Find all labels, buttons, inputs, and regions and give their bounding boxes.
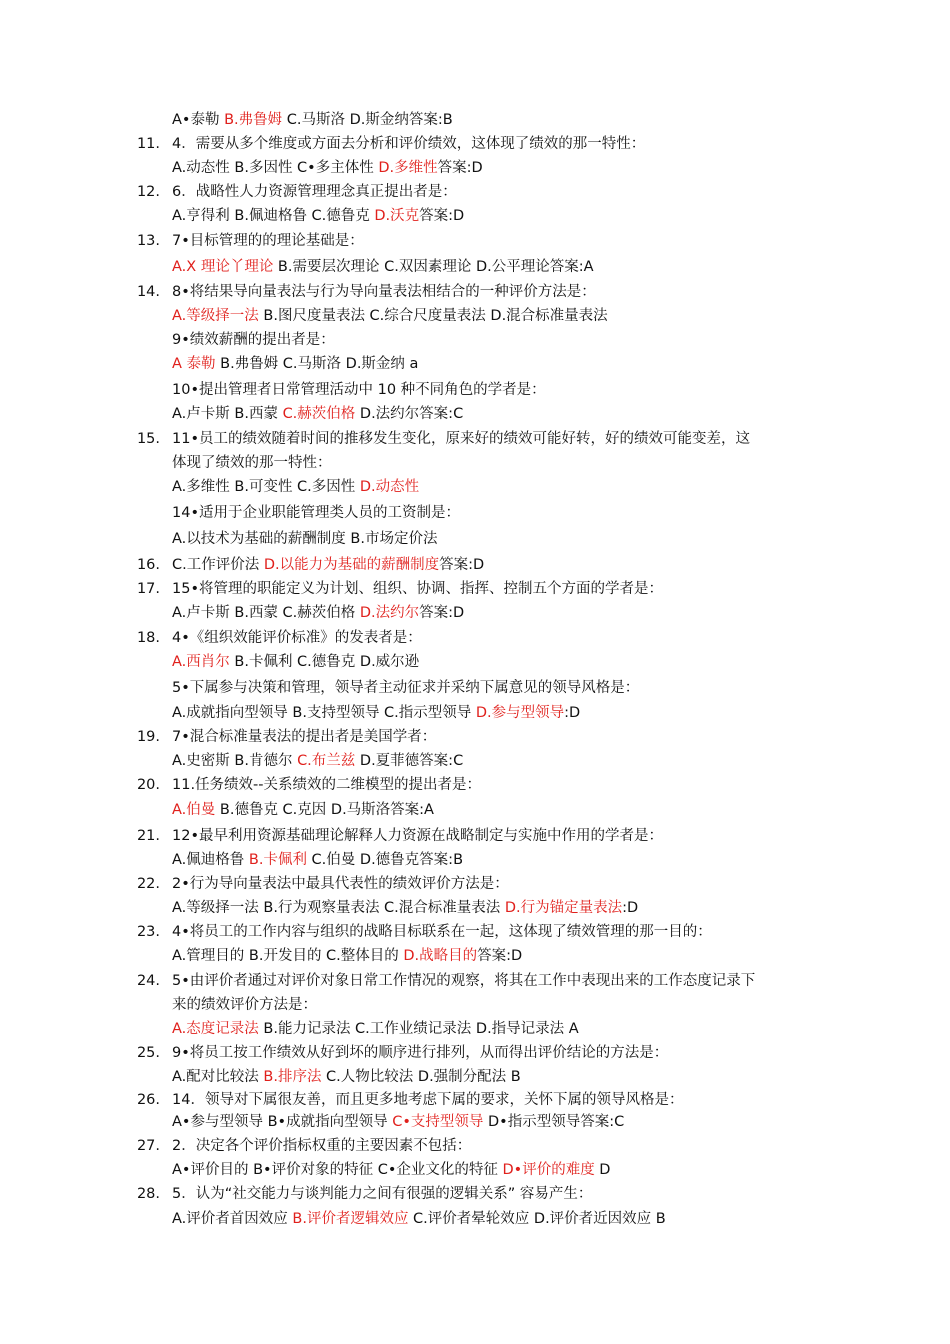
text-segment: C.伯曼 D.德鲁克答案:B bbox=[306, 852, 464, 868]
text-line bbox=[172, 995, 317, 1015]
text-segment: 12•最早利用资源基础理论解释人力资源在战略制定与实施中作用的学者是： bbox=[172, 828, 664, 844]
text-segment: A.动态性 B.多因性 C•多主体性 bbox=[172, 160, 379, 176]
text-line bbox=[172, 727, 436, 747]
text-line bbox=[172, 1136, 471, 1156]
text-line bbox=[172, 652, 419, 672]
text-segment: 6．战略性人力资源管理理念真正提出者是： bbox=[172, 184, 457, 200]
text-line bbox=[172, 134, 645, 154]
text-segment: 5•下属参与决策和管理，领导者主动征求并采纳下属意见的领导风格是： bbox=[172, 680, 640, 696]
text-segment: A.佩迪格鲁 bbox=[172, 852, 249, 868]
answer-highlight: B.弗鲁姆 bbox=[224, 112, 283, 128]
text-segment: 答案:D bbox=[439, 557, 485, 573]
text-segment: A.卢卡斯 B.西蒙 C.赫茨伯格 bbox=[172, 605, 360, 621]
text-line bbox=[172, 1209, 666, 1229]
question-number: 16. bbox=[136, 557, 160, 573]
text-segment: B.需要层次理论 C.双因素理论 D.公平理论答案:A bbox=[273, 259, 594, 275]
question-number: 27. bbox=[136, 1138, 160, 1154]
text-line bbox=[172, 971, 755, 991]
text-segment: 10•提出管理者日常管理活动中 10 种不同角色的学者是： bbox=[172, 382, 546, 398]
answer-highlight: A.伯曼 bbox=[172, 802, 216, 818]
text-line bbox=[172, 529, 437, 549]
text-line bbox=[172, 579, 663, 599]
text-line bbox=[172, 850, 463, 870]
question-number: 14. bbox=[136, 284, 160, 300]
answer-highlight: D•评价的难度 bbox=[502, 1162, 595, 1178]
text-segment: :D bbox=[622, 900, 639, 916]
text-segment: D.夏菲德答案:C bbox=[355, 753, 464, 769]
question-number: 26. bbox=[136, 1092, 160, 1108]
text-segment: D bbox=[594, 1162, 611, 1178]
question-number: 12. bbox=[136, 184, 160, 200]
text-segment: 7•混合标准量表法的提出者是美国学者： bbox=[172, 729, 437, 745]
answer-highlight: A.等级择一法 bbox=[172, 308, 259, 324]
text-segment: :D bbox=[564, 705, 581, 721]
answer-highlight: D.法约尔 bbox=[359, 605, 420, 621]
text-segment: 4．需要从多个维度或方面去分析和评价绩效，这体现了绩效的那一特性： bbox=[172, 136, 646, 152]
text-segment: B.弗鲁姆 C.马斯洛 D.斯金纳 a bbox=[215, 356, 419, 372]
text-line bbox=[172, 946, 522, 966]
text-segment: 4•《组织效能评价标准》的发表者是： bbox=[172, 630, 422, 646]
answer-highlight: B.评价者逻辑效应 bbox=[292, 1211, 409, 1227]
text-line bbox=[172, 282, 596, 302]
answer-highlight: D.参与型领导 bbox=[475, 705, 565, 721]
text-segment: A.史密斯 B.肯德尔 bbox=[172, 753, 298, 769]
text-line bbox=[172, 306, 608, 326]
text-segment: A.多维性 B.可变性 C.多因性 bbox=[172, 479, 360, 495]
answer-highlight: D.行为锚定量表法 bbox=[504, 900, 623, 916]
text-line bbox=[172, 628, 422, 648]
question-number: 18. bbox=[136, 630, 160, 646]
text-line bbox=[172, 257, 594, 277]
answer-highlight: C•支持型领导 bbox=[392, 1114, 484, 1130]
text-segment: 4•将员工的工作内容与组织的战略目标联系在一起，这体现了绩效管理的那一目的： bbox=[172, 924, 712, 940]
text-segment: 9•将员工按工作绩效从好到坏的顺序进行排列，从而得出评价结论的方法是： bbox=[172, 1045, 669, 1061]
text-segment: 5．认为“社交能力与谈判能力之间有很强的逻辑关系” 容易产生： bbox=[172, 1186, 593, 1202]
text-segment: 答案:D bbox=[477, 948, 523, 964]
text-segment: A.卢卡斯 B.西蒙 bbox=[172, 406, 283, 422]
text-line bbox=[172, 477, 419, 497]
text-segment: 答案:D bbox=[419, 208, 465, 224]
text-segment: 15•将管理的职能定义为计划、组织、协调、指挥、控制五个方面的学者是： bbox=[172, 581, 664, 597]
text-segment: 14•适用于企业职能管理类人员的工资制是： bbox=[172, 505, 461, 521]
text-segment: 8•将结果导向量表法与行为导向量表法相结合的一种评价方法是： bbox=[172, 284, 596, 300]
text-segment: C.工作评价法 bbox=[172, 557, 264, 573]
text-line bbox=[172, 231, 364, 251]
answer-highlight: D.战略目的 bbox=[403, 948, 478, 964]
text-segment: 答案:D bbox=[419, 605, 465, 621]
question-number: 17. bbox=[136, 581, 160, 597]
question-number: 11. bbox=[136, 136, 160, 152]
question-number: 23. bbox=[136, 924, 160, 940]
text-segment: A.评价者首因效应 bbox=[172, 1211, 293, 1227]
text-line bbox=[172, 603, 464, 623]
question-number: 24. bbox=[136, 973, 160, 989]
text-line bbox=[172, 775, 481, 795]
text-line bbox=[172, 182, 457, 202]
text-segment: A.管理目的 B.开发目的 C.整体目的 bbox=[172, 948, 404, 964]
text-line bbox=[172, 826, 663, 846]
answer-highlight: D.沃克 bbox=[374, 208, 420, 224]
question-number: 20. bbox=[136, 777, 160, 793]
text-line bbox=[172, 110, 453, 130]
answer-highlight: B.排序法 bbox=[263, 1069, 322, 1085]
text-segment: B.德鲁克 C.克因 D.马斯洛答案:A bbox=[215, 802, 434, 818]
text-segment: A.配对比较法 bbox=[172, 1069, 264, 1085]
text-line bbox=[172, 1067, 521, 1087]
text-line bbox=[172, 1160, 610, 1180]
text-segment: A•参与型领导 B•成就指向型领导 bbox=[172, 1114, 393, 1130]
text-line bbox=[172, 922, 712, 942]
text-segment: A.亨得利 B.佩迪格鲁 C.德鲁克 bbox=[172, 208, 375, 224]
text-line bbox=[172, 1019, 579, 1039]
text-line bbox=[172, 158, 483, 178]
question-number: 15. bbox=[136, 431, 160, 447]
text-segment: A.成就指向型领导 B.支持型领导 C.指示型领导 bbox=[172, 705, 476, 721]
answer-highlight: C.布兰兹 bbox=[297, 753, 356, 769]
answer-highlight: D.动态性 bbox=[359, 479, 420, 495]
answer-highlight: D.以能力为基础的薪酬制度 bbox=[263, 557, 440, 573]
answer-highlight: D.多维性 bbox=[378, 160, 438, 176]
text-line bbox=[172, 404, 463, 424]
text-segment: 5•由评价者通过对评价对象日常工作情况的观察，将其在工作中表现出来的工作态度记录下 bbox=[172, 973, 756, 989]
question-number: 25. bbox=[136, 1045, 160, 1061]
text-line bbox=[172, 703, 580, 723]
text-line bbox=[172, 453, 332, 473]
text-segment: 11•员工的绩效随着时间的推移发生变化，原来好的绩效可能好转，好的绩效可能变差，这 bbox=[172, 431, 750, 447]
text-segment: 14．领导对下属很友善，而且更多地考虑下属的要求，关怀下属的领导风格是： bbox=[172, 1092, 684, 1108]
question-number: 13. bbox=[136, 233, 160, 249]
text-segment: C.人物比较法 D.强制分配法 B bbox=[321, 1069, 521, 1085]
answer-highlight: B.卡佩利 bbox=[248, 852, 307, 868]
answer-highlight: A.X 理论丫理论 bbox=[172, 259, 274, 275]
answer-highlight: A 泰勒 bbox=[172, 356, 216, 372]
text-line bbox=[172, 1090, 683, 1110]
text-segment: 2．决定各个评价指标权重的主要因素不包括： bbox=[172, 1138, 472, 1154]
text-segment: 来的绩效评价方法是： bbox=[172, 997, 317, 1013]
text-segment: C.评价者晕轮效应 D.评价者近因效应 B bbox=[408, 1211, 666, 1227]
text-line bbox=[172, 1043, 668, 1063]
text-segment: 体现了绩效的那一特性： bbox=[172, 455, 332, 471]
text-segment: B.图尺度量表法 C.综合尺度量表法 D.混合标准量表法 bbox=[258, 308, 608, 324]
question-number: 19. bbox=[136, 729, 160, 745]
text-line bbox=[172, 206, 464, 226]
text-line bbox=[172, 874, 509, 894]
text-segment: C.马斯洛 D.斯金纳答案:B bbox=[282, 112, 453, 128]
text-segment: B.卡佩利 C.德鲁克 D.威尔逊 bbox=[229, 654, 420, 670]
answer-highlight: A.西肖尔 bbox=[172, 654, 230, 670]
text-line bbox=[172, 1112, 624, 1132]
text-segment: A•泰勒 bbox=[172, 112, 225, 128]
text-line bbox=[172, 1184, 592, 1204]
text-segment: 答案:D bbox=[437, 160, 483, 176]
question-number: 22. bbox=[136, 876, 160, 892]
question-number: 21. bbox=[136, 828, 160, 844]
text-line bbox=[172, 503, 460, 523]
text-segment: A.以技术为基础的薪酬制度 B.市场定价法 bbox=[172, 531, 438, 547]
text-line bbox=[172, 354, 418, 374]
text-line bbox=[172, 678, 639, 698]
text-segment: A.等级择一法 B.行为观察量表法 C.混合标准量表法 bbox=[172, 900, 505, 916]
answer-highlight: C.赫茨伯格 bbox=[282, 406, 356, 422]
question-number: 28. bbox=[136, 1186, 160, 1202]
text-segment: D.法约尔答案:C bbox=[355, 406, 464, 422]
text-line bbox=[172, 800, 434, 820]
text-segment: 9•绩效薪酬的提出者是： bbox=[172, 332, 335, 348]
text-segment: A•评价目的 B•评价对象的特征 C•企业文化的特征 bbox=[172, 1162, 503, 1178]
answer-highlight: A.态度记录法 bbox=[172, 1021, 259, 1037]
text-line bbox=[172, 898, 638, 918]
text-segment: D•指示型领导答案:C bbox=[483, 1114, 625, 1130]
text-segment: B.能力记录法 C.工作业绩记录法 D.指导记录法 A bbox=[258, 1021, 579, 1037]
text-segment: 7•目标管理的的理论基础是： bbox=[172, 233, 364, 249]
text-line bbox=[172, 380, 546, 400]
text-line bbox=[172, 330, 335, 350]
text-line bbox=[172, 751, 463, 771]
text-line bbox=[172, 429, 750, 449]
text-segment: 11.任务绩效--关系绩效的二维模型的提出者是： bbox=[172, 777, 482, 793]
text-line bbox=[172, 555, 484, 575]
text-segment: 2•行为导向量表法中最具代表性的绩效评价方法是： bbox=[172, 876, 509, 892]
